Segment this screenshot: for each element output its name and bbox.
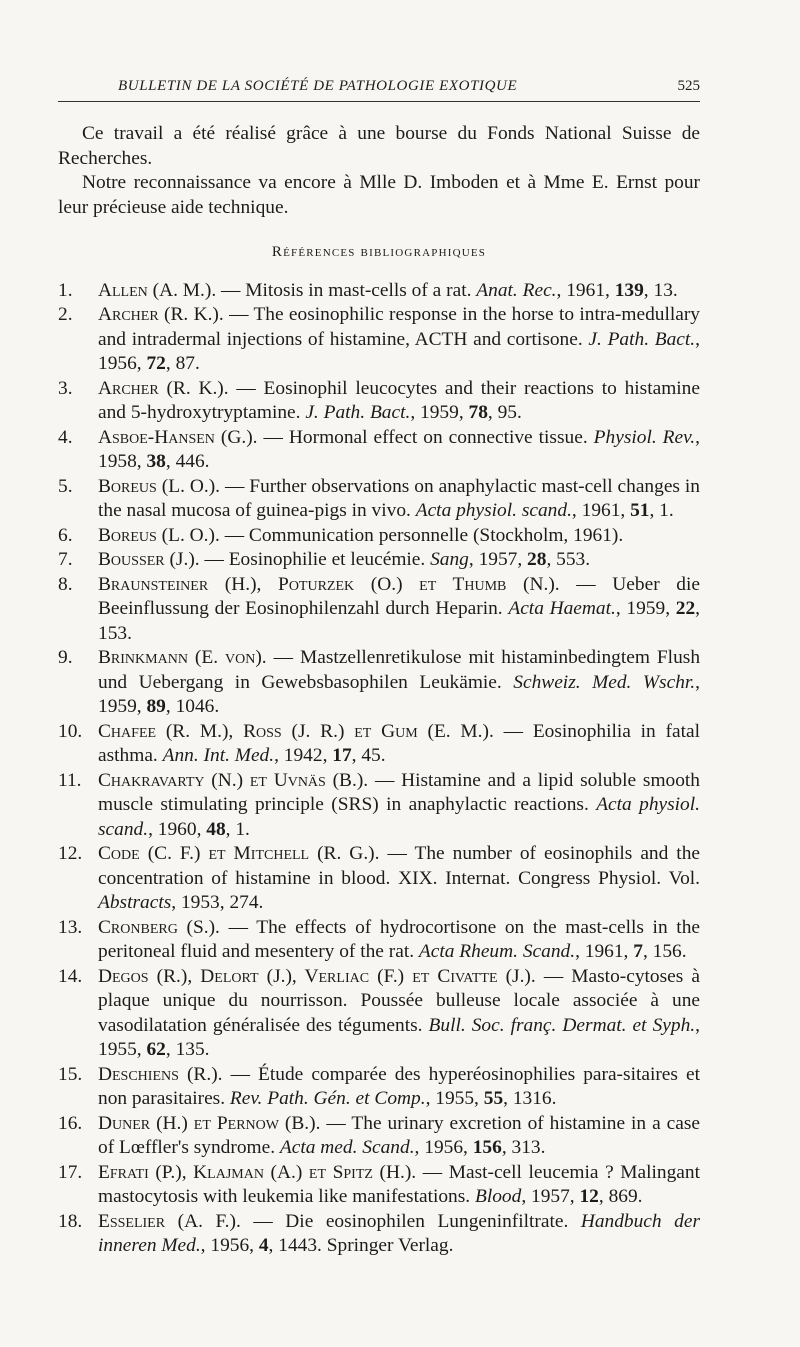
reference-text (98, 965, 700, 1063)
reference-authors: Code (C. F.) et Mitchell (R. G.). (98, 843, 388, 864)
reference-pages: , 153. (98, 598, 701, 644)
reference-pages: , 1. (225, 818, 250, 840)
reference-item (58, 303, 700, 377)
reference-authors: Boreus (L. O.). (98, 475, 225, 497)
reference-journal: Ann. Int. Med. (162, 745, 275, 766)
reference-year: , 1953, 274. (171, 892, 264, 913)
reference-volume: 72 (146, 353, 166, 374)
reference-volume: 4 (258, 1235, 269, 1256)
reference-authors: Brinkmann (E. von). (98, 647, 274, 668)
reference-authors: Braunsteiner (H.), Poturzek (O.) et Thumb (N.). (98, 573, 577, 595)
reference-authors: Efrati (P.), Klajman (A.) et Spitz (H.). (98, 1161, 423, 1183)
reference-authors: Archer (R. K.). (98, 304, 230, 325)
reference-pages: , 553. (546, 549, 591, 570)
reference-text (98, 1063, 700, 1112)
reference-journal: Anat. Rec. (476, 279, 557, 301)
reference-volume: 156 (472, 1137, 502, 1158)
reference-item (58, 426, 700, 475)
reference-number: 14. (58, 965, 83, 987)
references-heading: Références bibliographiques (271, 244, 487, 260)
reference-title: — The eosinophilic response in the horse to intra-medullary and intradermal injections of histamine, ACTH and cortisone. (98, 304, 701, 350)
reference-pages: , 1046. (165, 696, 220, 717)
reference-item (58, 573, 700, 647)
reference-item (58, 475, 700, 524)
reference-text (98, 573, 700, 647)
reference-number: 9. (58, 647, 73, 668)
reference-journal: J. Path. Bact. (588, 328, 696, 350)
reference-authors: Chakravarty (N.) et Uvnäs (B.). (98, 769, 375, 791)
reference-journal: Handbuch der inneren Med. (98, 1210, 700, 1256)
reference-authors: Esselier (A. F.). (98, 1210, 254, 1232)
reference-title: — Eosinophilia in fatal asthma. (98, 720, 700, 766)
reference-volume: 7 (633, 941, 643, 962)
reference-year: , 1956, (98, 328, 700, 374)
reference-journal: Physiol. Rev. (593, 426, 696, 448)
reference-item (58, 1161, 700, 1210)
reference-authors: Cronberg (S.). (98, 916, 229, 938)
reference-journal: Acta physiol. scand. (98, 794, 700, 840)
reference-journal: Rev. Path. Gén. et Comp. (229, 1088, 426, 1109)
reference-title: — The number of eosinophils and the concentration of histamine in blood. XIX. Internat. Congress Physiol. Vol. (98, 843, 700, 889)
reference-item (58, 548, 700, 573)
reference-authors: Deschiens (R.). (98, 1063, 231, 1085)
reference-journal: Acta Rheum. Scand. (418, 941, 576, 962)
reference-pages: , 1. (649, 500, 674, 521)
reference-title: — Die eosinophilen Lungeninfiltrate. (253, 1210, 581, 1232)
reference-title: — Mast-cell leucemia ? Malingant mastocytosis with leukemia like manifestations. (98, 1161, 701, 1207)
reference-text (98, 1210, 700, 1259)
reference-pages: , 87. (165, 353, 200, 374)
reference-journal: J. Path. Bact. (305, 402, 411, 423)
reference-journal: Acta physiol. scand. (415, 500, 572, 521)
reference-pages: , 45. (351, 745, 386, 766)
reference-pages: , 95. (487, 402, 522, 423)
reference-title: — Eosinophil leucocytes and their reactions to histamine and 5-hydroxytryptamine. (98, 377, 700, 423)
reference-year: , 1956, (200, 1235, 259, 1256)
reference-year: , 1955, (98, 1014, 700, 1060)
reference-text (98, 646, 700, 720)
reference-text (98, 524, 700, 549)
reference-title: — Étude comparée des hyperéosinophilies para-sitaires et non parasitaires. (98, 1063, 700, 1109)
reference-year: , 1955, (425, 1088, 484, 1109)
reference-volume: 12 (579, 1186, 599, 1207)
reference-number: 13. (58, 916, 83, 938)
references-list (58, 279, 700, 1259)
reference-authors: Degos (R.), Delort (J.), Verliac (F.) et Civatte (J.). (98, 965, 544, 987)
acknowledgement-paragraph-2: Notre reconnaissance va encore à Mlle D. Imboden et à Mme E. Ernst pour leur précieuse aide technique. (58, 172, 700, 218)
reference-item (58, 842, 700, 916)
reference-text (98, 720, 700, 769)
reference-journal: Blood (474, 1186, 522, 1207)
reference-number: 12. (58, 843, 83, 864)
reference-text (98, 1112, 700, 1161)
reference-item (58, 524, 700, 549)
reference-volume: 89 (146, 696, 166, 717)
reference-number: 4. (58, 426, 73, 448)
reference-text (98, 1161, 700, 1210)
reference-number: 7. (58, 549, 73, 570)
reference-title: — Masto-cytoses à plaque unique du nourrisson. Poussée bulleuse locale associée à une vasodilatation généralisée des téguments. (98, 965, 700, 1036)
reference-pages: , 13. (643, 279, 678, 301)
reference-title: — Hormonal effect on connective tissue. (263, 426, 594, 448)
reference-journal: Acta med. Scand. (279, 1137, 415, 1158)
reference-number: 15. (58, 1063, 83, 1085)
running-header (58, 78, 700, 102)
reference-year: , 1960, (148, 818, 207, 840)
reference-number: 3. (58, 377, 73, 399)
reference-authors: Boreus (L. O.). (98, 524, 225, 546)
reference-text (98, 769, 700, 843)
reference-year: , 1959, (410, 402, 469, 423)
reference-journal: Schweiz. Med. Wschr. (513, 671, 696, 693)
reference-title: — Ueber die Beeinflussung der Eosinophilenzahl durch Heparin. (98, 573, 700, 619)
reference-authors: Archer (R. K.). (98, 377, 237, 399)
reference-year: , 1942, (274, 745, 333, 766)
reference-text (98, 916, 700, 965)
reference-volume: 51 (630, 500, 650, 521)
reference-year: , 1957, (521, 1186, 580, 1207)
reference-text (98, 842, 700, 916)
reference-number: 6. (58, 524, 73, 546)
reference-volume: 139 (614, 279, 644, 301)
reference-pages: , 1316. (503, 1088, 557, 1109)
reference-title: — Communication personnelle (Stockholm, 1961). (224, 524, 624, 546)
reference-authors: Allen (A. M.). (98, 279, 222, 301)
reference-year: , 1959, (98, 671, 701, 717)
reference-journal: Bull. Soc. franç. Dermat. et Syph. (428, 1014, 696, 1036)
reference-authors: Bousser (J.). (98, 549, 205, 570)
reference-pages: , 313. (501, 1137, 546, 1158)
reference-volume: 78 (468, 402, 488, 423)
reference-item (58, 279, 700, 304)
reference-text (98, 475, 700, 524)
reference-title: — Further observations on anaphylactic mast-cell changes in the nasal mucosa of guinea-pigs in vivo. (98, 475, 701, 521)
reference-title: — Mastzellenretikulose mit histaminbedingtem Flush und Uebergang in Gewebsbasophilen Leukämie. (98, 647, 701, 693)
reference-number: 16. (58, 1112, 83, 1134)
reference-number: 1. (58, 279, 73, 301)
reference-pages: , 1443. Springer Verlag. (268, 1235, 454, 1256)
reference-title: — Eosinophilie et leucémie. (204, 549, 431, 570)
reference-item (58, 377, 700, 426)
reference-item (58, 1112, 700, 1161)
reference-year: , 1959, (615, 598, 676, 619)
reference-number: 11. (58, 769, 82, 791)
reference-authors: Asboe-Hansen (G.). (98, 426, 264, 448)
reference-volume: 48 (206, 818, 226, 840)
reference-item (58, 1063, 700, 1112)
reference-volume: 22 (675, 598, 696, 619)
reference-number: 5. (58, 475, 73, 497)
reference-year: , 1958, (98, 426, 701, 472)
reference-number: 8. (58, 573, 73, 595)
reference-pages: , 135. (165, 1039, 210, 1060)
reference-year: , 1961, (571, 500, 631, 521)
reference-number: 2. (58, 304, 73, 325)
reference-year: , 1957, (468, 549, 528, 570)
reference-title: — Mitosis in mast-cells of a rat. (221, 279, 477, 301)
reference-year: , 1961, (556, 279, 615, 301)
reference-text (98, 303, 700, 377)
reference-title: — Histamine and a lipid soluble smooth muscle stimulating principle (SRS) in anaphylactic reactions. (98, 769, 700, 815)
reference-text (98, 377, 700, 426)
reference-text (98, 279, 700, 304)
journal-title: BULLETIN DE LA SOCIÉTÉ DE PATHOLOGIE EXOTIQUE (118, 78, 518, 94)
reference-journal: Acta Haemat. (508, 598, 616, 619)
reference-volume: 17 (332, 745, 352, 766)
reference-title: — The effects of hydrocortisone on the mast-cells in the peritoneal fluid and mesentery of the rat. (98, 916, 700, 962)
reference-item (58, 720, 700, 769)
reference-authors: Duner (H.) et Pernow (B.). (98, 1112, 327, 1134)
reference-number: 18. (58, 1210, 83, 1232)
reference-item (58, 965, 700, 1063)
acknowledgement-paragraph-1: Ce travail a été réalisé grâce à une bourse du Fonds National Suisse de Recherches. (58, 123, 700, 169)
reference-item (58, 769, 700, 843)
reference-year: , 1956, (414, 1137, 473, 1158)
page-body (58, 122, 700, 1259)
reference-pages: , 869. (598, 1186, 643, 1207)
reference-year: , 1961, (575, 941, 634, 962)
reference-volume: 28 (527, 549, 547, 570)
reference-authors: Chafee (R. M.), Ross (J. R.) et Gum (E. M.). (98, 720, 504, 742)
reference-journal: Abstracts (98, 892, 172, 913)
reference-text (98, 548, 700, 573)
reference-volume: 55 (483, 1088, 504, 1109)
reference-journal: Sang (430, 549, 469, 570)
reference-item (58, 646, 700, 720)
reference-item (58, 916, 700, 965)
reference-volume: 62 (146, 1039, 166, 1060)
reference-volume: 38 (146, 451, 166, 472)
reference-pages: , 156. (642, 941, 687, 962)
reference-title: — The urinary excretion of histamine in a case of Lœffler's syndrome. (98, 1112, 700, 1158)
reference-number: 10. (58, 720, 83, 742)
reference-pages: , 446. (165, 451, 210, 472)
reference-item (58, 1210, 700, 1259)
reference-number: 17. (58, 1161, 83, 1183)
page-number: 525 (677, 78, 700, 94)
reference-text (98, 426, 700, 475)
